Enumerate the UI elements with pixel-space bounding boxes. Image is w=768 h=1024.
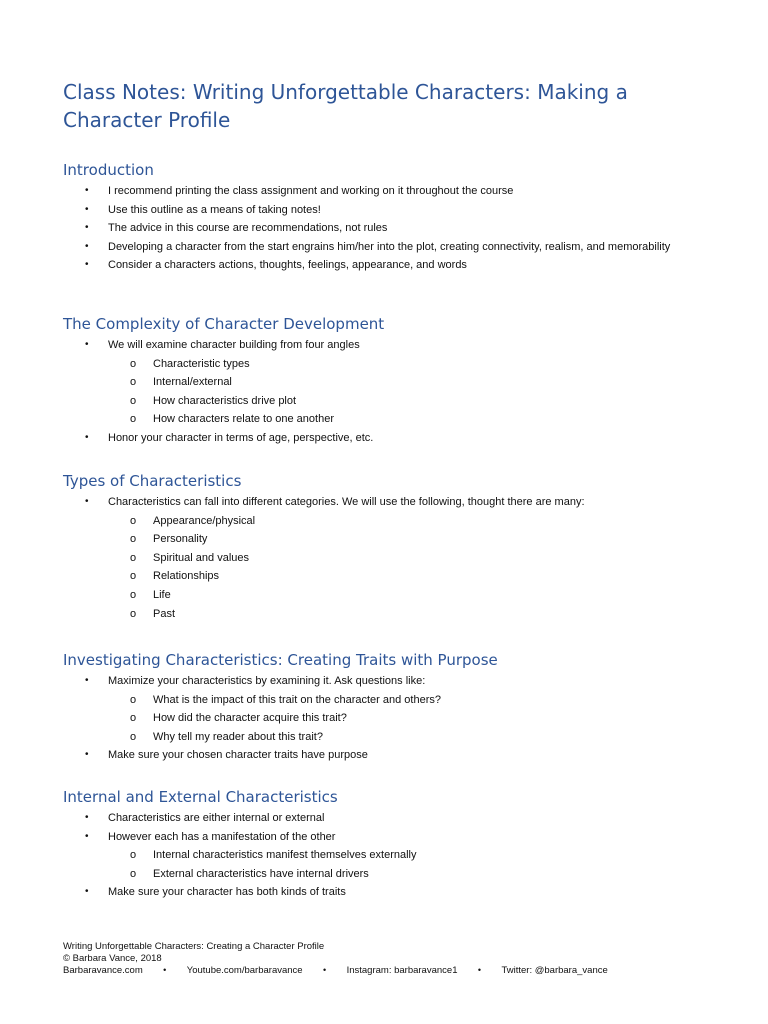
bullet-item [63,429,723,448]
sub-bullet-item [108,728,723,747]
bullet-list [63,336,723,448]
sub-bullet-text: Internal/external [153,376,232,389]
bullet-item [63,809,723,828]
footer-website-link[interactable]: Barbaravance.com [63,964,143,976]
sub-bullet-text: What is the impact of this trait on the character and others? [153,693,441,706]
sub-bullet-text: Characteristic types [153,357,250,370]
bullet-icon: • [85,886,89,898]
sub-bullet-text: Internal characteristics manifest themselves externally [153,849,417,862]
bullet-text: Use this outline as a means of taking notes! [108,203,321,216]
document-title: Class Notes: Writing Unforgettable Characters: Making a Character Profile [63,80,628,132]
section-heading: Introduction [63,161,154,179]
bullet-item [63,336,723,429]
bullet-item [63,219,723,238]
sub-bullet-item [108,392,723,411]
bullet-item [63,746,723,765]
sub-bullet-item [108,549,723,568]
sub-bullet-icon: o [130,570,137,583]
sub-bullet-icon: o [130,533,137,546]
footer-instagram-link[interactable]: Instagram: barbaravance1 [346,964,458,976]
sub-bullet-icon: o [130,357,137,370]
bullet-text: Make sure your chosen character traits have purpose [108,749,368,762]
page-footer [63,941,703,976]
sub-bullet-icon: o [130,514,137,527]
footer-copyright: © Barbara Vance, 2018 [63,952,162,964]
section [63,650,723,765]
sub-bullet-text: How characters relate to one another [153,413,334,426]
bullet-text: Characteristics are either internal or external [108,812,325,824]
bullet-icon: • [85,185,89,196]
sub-bullet-text: External characteristics have internal drivers [153,867,369,880]
sub-bullet-icon: o [130,607,137,620]
bullet-item [63,182,723,201]
section-heading: Investigating Characteristics: Creating Traits with Purpose [63,651,498,669]
bullet-text: Characteristics can fall into different categories. We will use the following, thought there are many: [108,496,585,508]
sub-bullet-list [108,512,723,624]
bullet-icon: • [85,749,89,761]
sub-bullet-icon: o [130,551,137,564]
bullet-list [63,493,723,623]
bullet-item [63,238,723,257]
bullet-list [63,809,723,902]
sub-bullet-item [108,605,723,624]
sub-bullet-list [108,355,723,429]
footer-course-title: Writing Unforgettable Characters: Creating a Character Profile [63,941,325,952]
footer-separator: • [477,964,482,975]
footer-youtube-link[interactable]: Youtube.com/barbaravance [186,964,303,976]
section [63,471,723,623]
bullet-item [63,828,723,884]
bullet-item [63,672,723,746]
bullet-icon: • [85,830,89,842]
bullet-item [63,493,723,623]
bullet-text: The advice in this course are recommendations, not rules [108,222,388,235]
bullet-text: Make sure your character has both kinds of traits [108,886,346,899]
bullet-icon: • [85,203,89,215]
bullet-text: Honor your character in terms of age, perspective, etc. [108,431,374,444]
section [63,314,723,448]
bullet-icon: • [85,339,89,350]
bullet-icon: • [85,496,89,507]
bullet-text: Developing a character from the start engrains him/her into the plot, creating connectivity, realism, and memorability [108,240,671,253]
sub-bullet-item [108,355,723,374]
sub-bullet-text: Personality [153,533,208,546]
bullet-text: I recommend printing the class assignment and working on it throughout the course [108,185,514,197]
sub-bullet-icon: o [130,867,137,880]
sub-bullet-item [108,373,723,392]
footer-twitter-link[interactable]: Twitter: @barbara_vance [501,964,608,976]
bullet-icon: • [85,812,89,823]
footer-separator: • [323,964,327,975]
bullet-list [63,182,723,275]
sub-bullet-item [108,410,723,429]
bullet-icon: • [85,431,89,443]
footer-separator: • [163,964,167,975]
section-heading: Internal and External Characteristics [63,788,338,806]
section-heading: Types of Characteristics [63,472,242,490]
sub-bullet-icon: o [130,413,137,426]
bullet-item [63,256,723,275]
sub-bullet-icon: o [130,394,137,407]
bullet-text: Consider a characters actions, thoughts, feelings, appearance, and words [108,259,467,272]
bullet-icon: • [85,222,89,234]
sub-bullet-item [108,586,723,605]
sub-bullet-item [108,846,723,865]
sub-bullet-list [108,691,723,747]
sub-bullet-icon: o [130,712,137,725]
sub-bullet-text: Relationships [153,570,220,583]
bullet-item [63,883,723,902]
sub-bullet-item [108,512,723,531]
sub-bullet-item [108,530,723,549]
sub-bullet-icon: o [130,376,137,389]
bullet-icon: • [85,675,89,686]
sub-bullet-icon: o [130,849,137,862]
sub-bullet-list [108,846,723,883]
sub-bullet-text: How characteristics drive plot [153,394,297,407]
sub-bullet-text: Spiritual and values [153,551,250,564]
sub-bullet-icon: o [130,693,137,706]
bullet-text: We will examine character building from four angles [108,339,360,351]
sub-bullet-item [108,865,723,884]
bullet-text: Maximize your characteristics by examining it. Ask questions like: [108,675,426,687]
bullet-icon: • [85,259,89,271]
bullet-text: However each has a manifestation of the other [108,830,336,843]
section [63,160,723,275]
sub-bullet-item [108,567,723,586]
sub-bullet-icon: o [130,588,137,601]
sub-bullet-text: Why tell my reader about this trait? [153,730,323,743]
section [63,787,723,902]
sub-bullet-item [108,709,723,728]
bullet-icon: • [85,240,89,252]
footer-links [63,965,703,977]
sub-bullet-text: Life [153,588,171,601]
sub-bullet-text: How did the character acquire this trait? [153,712,347,725]
sub-bullet-icon: o [130,730,137,743]
section-heading: The Complexity of Character Development [63,315,385,333]
sub-bullet-text: Appearance/physical [153,514,256,527]
bullet-item [63,201,723,220]
sub-bullet-item [108,691,723,710]
bullet-list [63,672,723,765]
sub-bullet-text: Past [153,607,176,620]
